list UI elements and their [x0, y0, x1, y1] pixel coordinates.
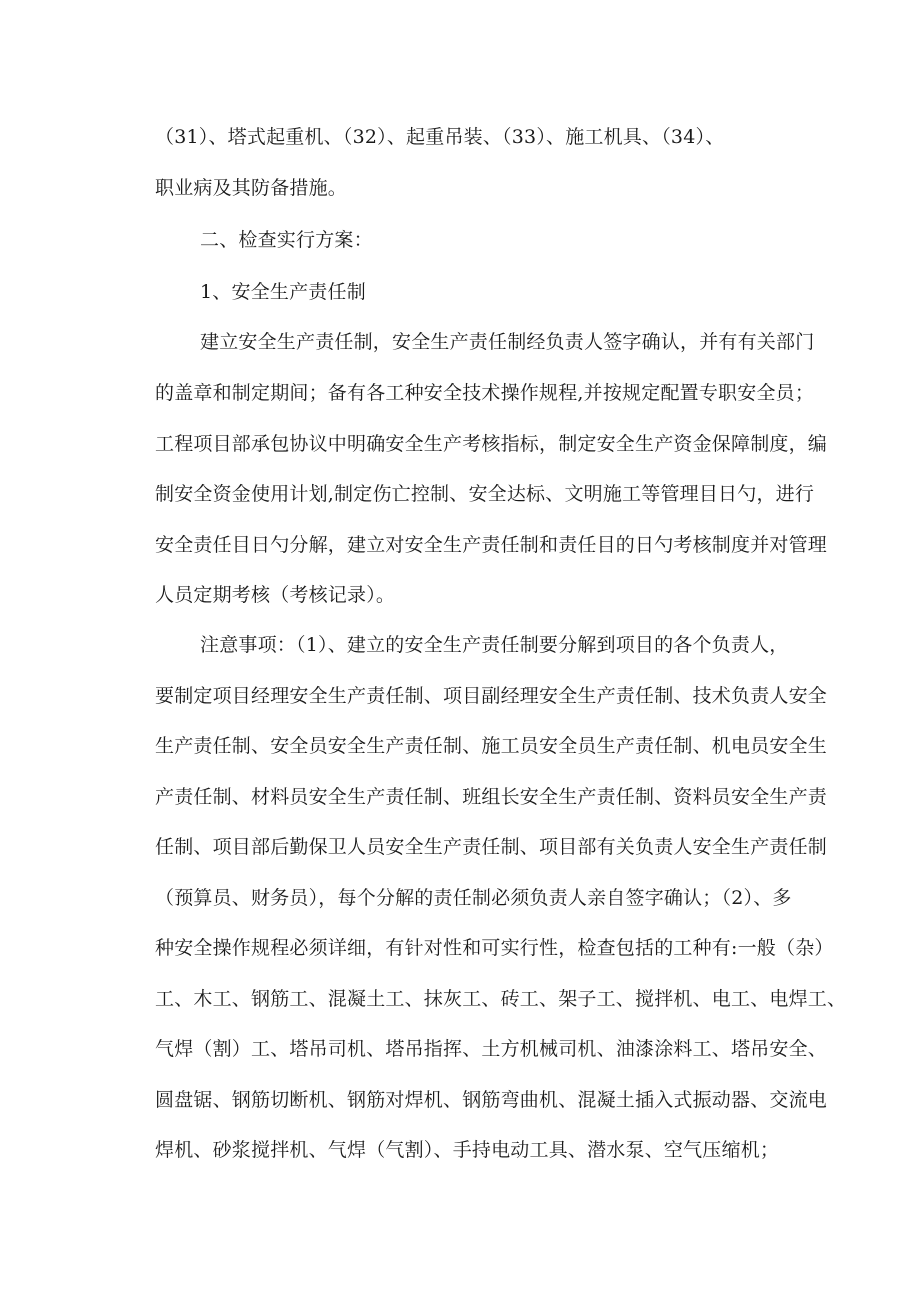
text-line: 产责任制、材料员安全生产责任制、班组长安全生产责任制、资料员安全生产责	[155, 786, 828, 808]
text-line: 职业病及其防备措施。	[155, 177, 348, 199]
text-line: 要制定项目经理安全生产责任制、项目副经理安全生产责任制、技术负责人安全	[155, 685, 828, 707]
text-line: 的盖章和制定期间；备有各工种安全技术操作规程,并按规定配置专职安全员；	[155, 382, 815, 404]
text-line: 焊机、砂浆搅拌机、气焊（气割）、手持电动工具、潜水泵、空气压缩机；	[155, 1139, 780, 1161]
text-line: 制安全资金使用计划,制定伤亡控制、安全达标、文明施工等管理目日勺，进行	[155, 483, 815, 505]
section-heading: 二、检查实行方案：	[200, 229, 373, 251]
text-line: 任制、项目部后勤保卫人员安全生产责任制、项目部有关负责人安全生产责任制	[155, 836, 828, 858]
text-line: 生产责任制、安全员安全生产责任制、施工员安全员生产责任制、机电员安全生	[155, 735, 828, 757]
subsection-heading: 1、安全生产责任制	[200, 281, 366, 303]
text-line: （预算员、财务员），每个分解的责任制必须负责人亲自签字确认；（2）、多	[155, 887, 792, 909]
text-line: （31）、塔式起重机、（32）、起重吊装、（33）、施工机具、（34）、	[155, 126, 725, 148]
text-line: 注意事项：（1）、建立的安全生产责任制要分解到项目的各个负责人，	[200, 634, 789, 656]
text-line: 人员定期考核（考核记录）。	[155, 584, 396, 606]
text-line: 种安全操作规程必须详细，有针对性和可实行性，检查包括的工种有:一般（杂）	[155, 937, 834, 959]
text-line: 工、木工、钢筋工、混凝土工、抹灰工、砖工、架子工、搅拌机、电工、电焊工、	[155, 988, 847, 1010]
text-line: 气焊（割）工、塔吊司机、塔吊指挥、土方机械司机、油漆涂料工、塔吊安全、	[155, 1038, 828, 1060]
text-line: 建立安全生产责任制，安全生产责任制经负责人签字确认，并有有关部门	[200, 331, 815, 353]
text-line: 工程项目部承包协议中明确安全生产考核指标，制定安全生产资金保障制度，编	[155, 433, 828, 455]
text-line: 圆盘锯、钢筋切断机、钢筋对焊机、钢筋弯曲机、混凝土插入式振动器、交流电	[155, 1089, 828, 1111]
text-line: 安全责任目日勺分解，建立对安全生产责任制和责任目的日勺考核制度并对管理	[155, 534, 828, 556]
